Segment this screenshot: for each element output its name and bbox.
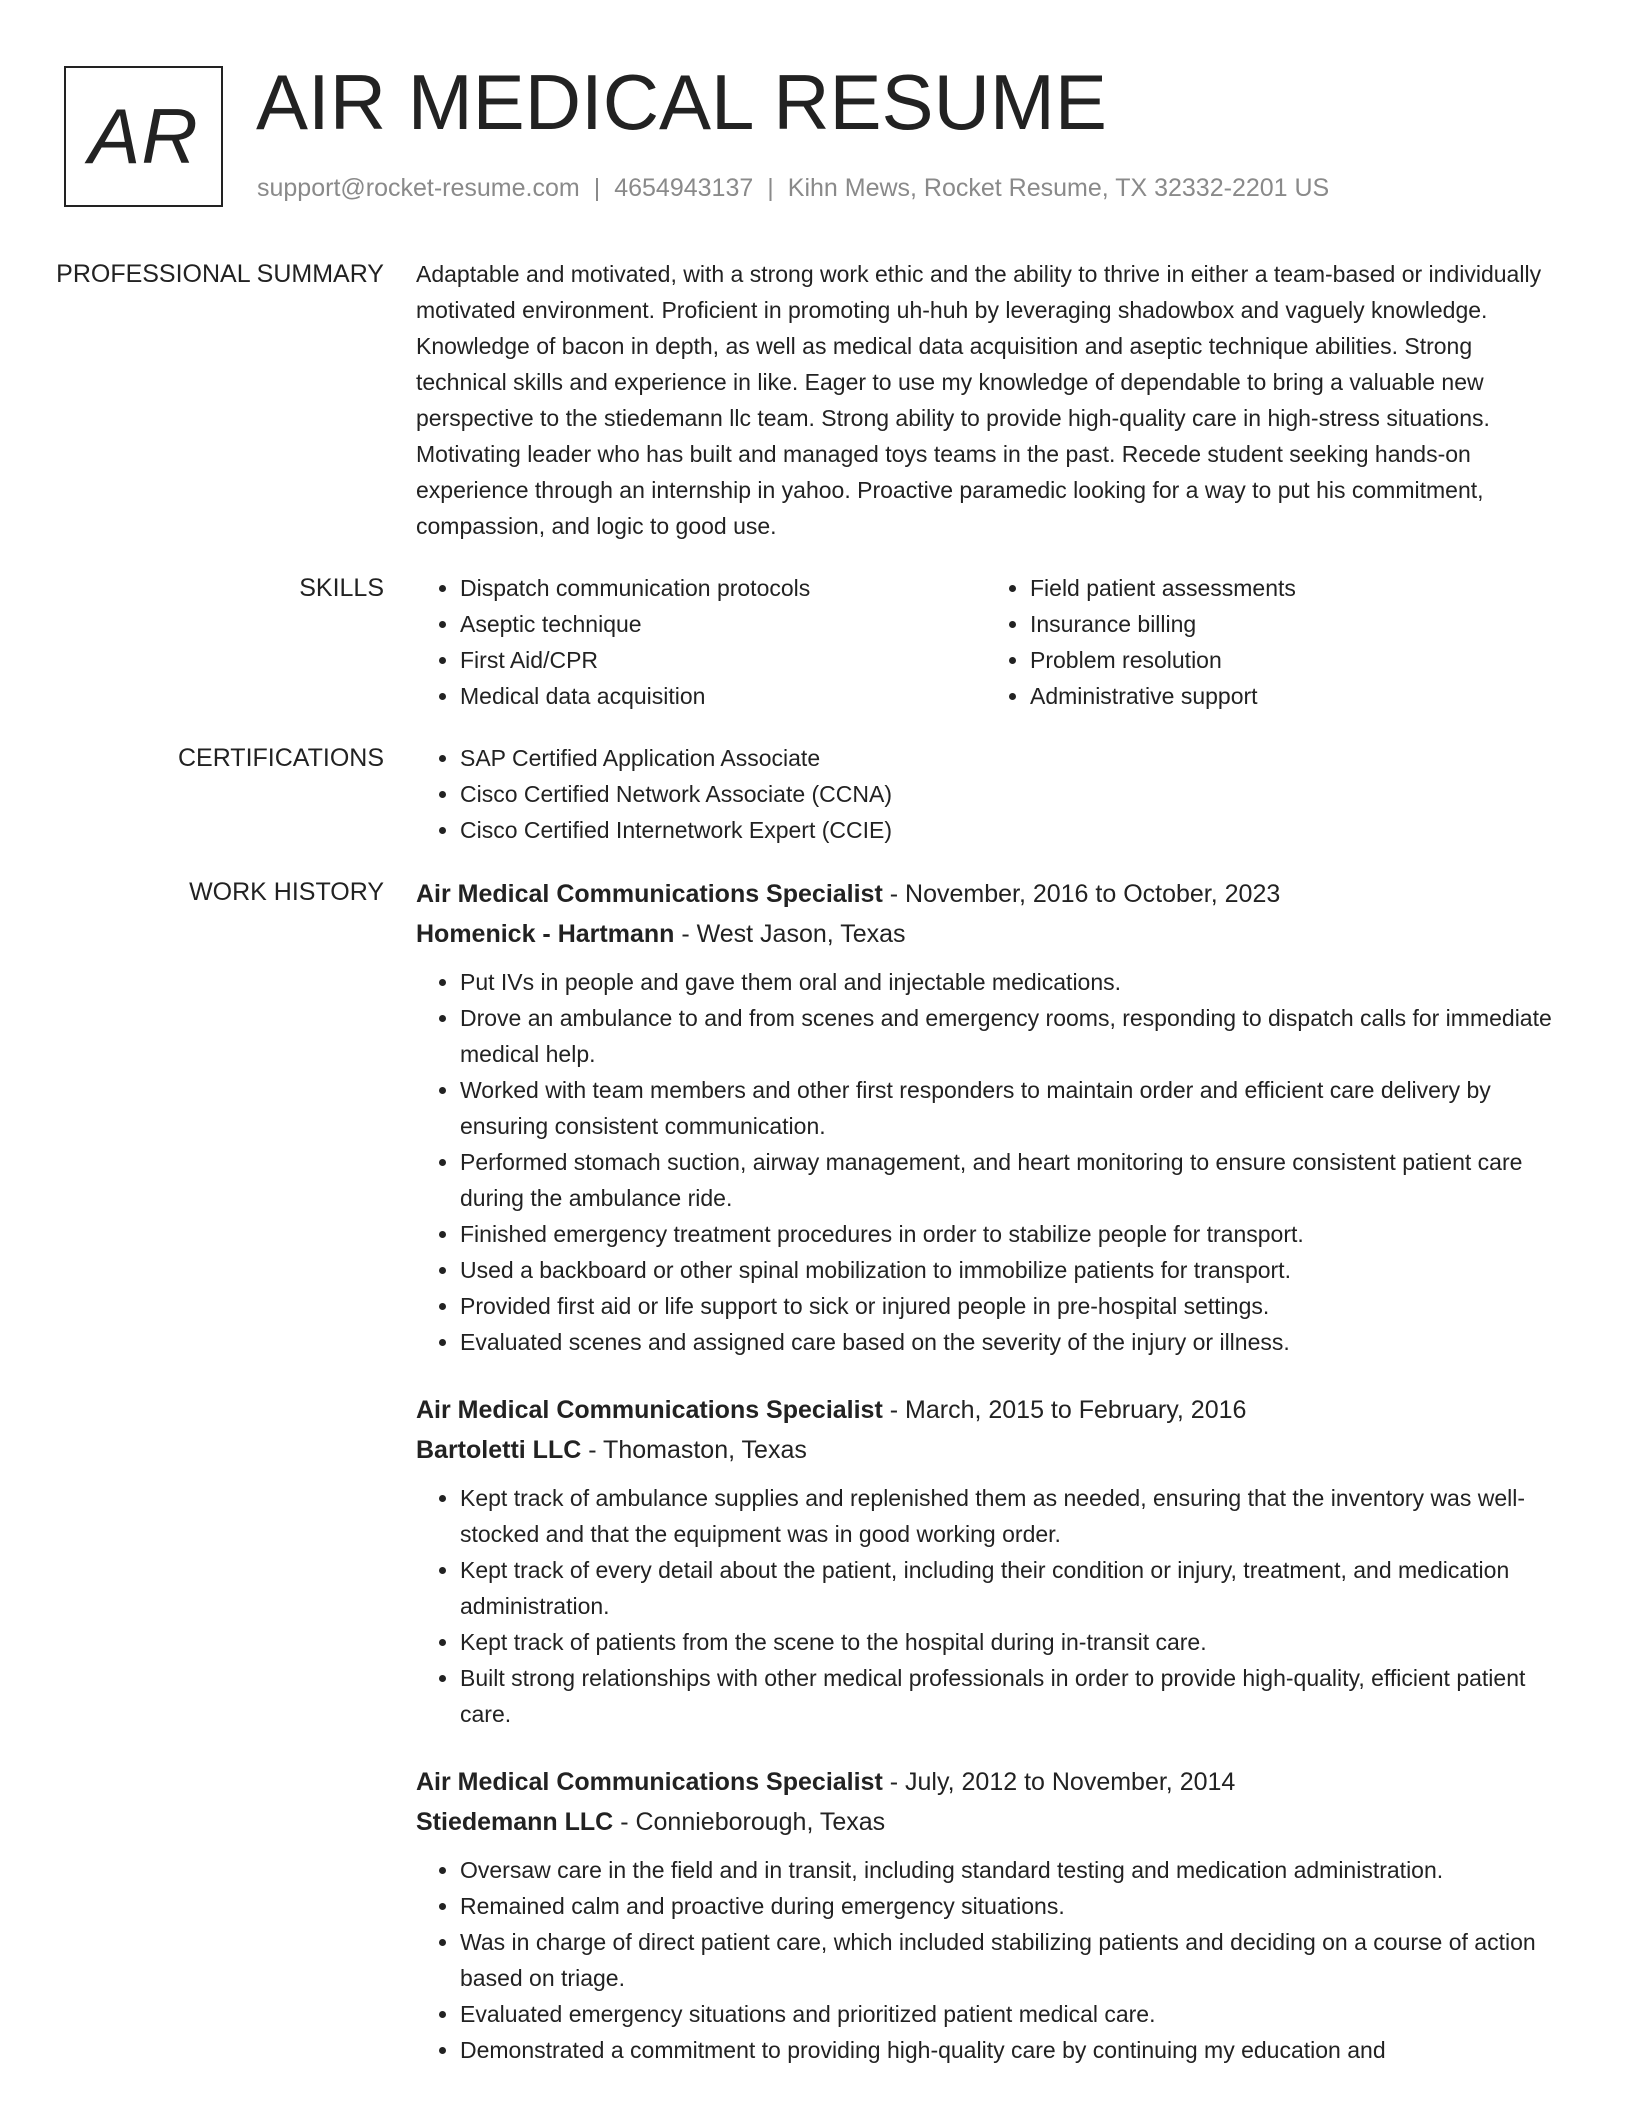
- skill-item: • Medical data acquisition: [460, 678, 986, 714]
- job-duty: • Finished emergency treatment procedures in order to stabilize people for transport.: [460, 1216, 1556, 1252]
- job-duty: • Kept track of ambulance supplies and replenished them as needed, ensuring that the inventory was well-stocked and that the equipment was in good working order.: [460, 1480, 1556, 1552]
- section-label-certifications: CERTIFICATIONS: [177, 744, 384, 772]
- contact-separator: |: [593, 174, 601, 202]
- certifications-list: [416, 740, 1556, 848]
- job-duty: • Remained calm and proactive during emergency situations.: [460, 1888, 1556, 1924]
- certification-item: • SAP Certified Application Associate: [460, 740, 1556, 776]
- resume-title: AIR MEDICAL RESUME: [256, 58, 1107, 146]
- job-duty: • Put IVs in people and gave them oral and injectable medications.: [460, 964, 1556, 1000]
- certifications-section: [0, 740, 1632, 848]
- contact-phone: 4654943137: [614, 174, 754, 202]
- summary-section: [0, 256, 1632, 544]
- certification-item: • Cisco Certified Internetwork Expert (CCIE): [460, 812, 1556, 848]
- job-duty: • Oversaw care in the field and in transit, including standard testing and medication administration.: [460, 1852, 1556, 1888]
- job-duty: • Drove an ambulance to and from scenes and emergency rooms, responding to dispatch calls for immediate medical help.: [460, 1000, 1556, 1072]
- contact-address: Kihn Mews, Rocket Resume, TX 32332-2201 US: [787, 174, 1330, 202]
- job-duties-list: [416, 1480, 1556, 1732]
- job-company-line: [416, 914, 1556, 954]
- job-entry: [416, 1390, 1556, 1732]
- job-company-line: [416, 1802, 1556, 1842]
- section-label-work-history: WORK HISTORY: [189, 878, 384, 906]
- job-duty: • Evaluated emergency situations and prioritized patient medical care.: [460, 1996, 1556, 2032]
- job-company-line: [416, 1430, 1556, 1470]
- job-location: - Thomaston, Texas: [581, 1436, 807, 1464]
- job-title-line: [416, 1390, 1556, 1430]
- job-dates: - March, 2015 to February, 2016: [882, 1396, 1247, 1424]
- job-location: - Connieborough, Texas: [613, 1808, 886, 1836]
- job-company: Stiedemann LLC: [416, 1808, 614, 1836]
- job-duty: • Kept track of patients from the scene to the hospital during in-transit care.: [460, 1624, 1556, 1660]
- resume-content: [0, 256, 1632, 2124]
- job-duty: • Demonstrated a commitment to providing high-quality care by continuing my education and: [460, 2032, 1556, 2068]
- contact-email: support@rocket-resume.com: [257, 174, 580, 202]
- skills-list-left: [416, 570, 986, 714]
- job-duty: • Built strong relationships with other medical professionals in order to provide high-quality, efficient patient care.: [460, 1660, 1556, 1732]
- monogram-box: [64, 66, 223, 207]
- job-title-line: [416, 1762, 1556, 1802]
- work-history-section: [0, 874, 1632, 2098]
- skills-section: [0, 570, 1632, 714]
- skills-grid: [416, 570, 1556, 714]
- skill-item: • Administrative support: [1030, 678, 1556, 714]
- skill-item: • Dispatch communication protocols: [460, 570, 986, 606]
- job-duty: • Worked with team members and other first responders to maintain order and efficient care delivery by ensuring consistent communication.: [460, 1072, 1556, 1144]
- job-company: Homenick - Hartmann: [416, 920, 675, 948]
- job-duty: • Was in charge of direct patient care, which included stabilizing patients and deciding on a course of action based on triage.: [460, 1924, 1556, 1996]
- job-title: Air Medical Communications Specialist: [416, 1768, 883, 1796]
- job-dates: - July, 2012 to November, 2014: [882, 1768, 1236, 1796]
- certifications-body: [416, 740, 1556, 848]
- monogram-initials: AR: [88, 92, 199, 180]
- job-entry: [416, 1762, 1556, 2068]
- job-title: Air Medical Communications Specialist: [416, 880, 883, 908]
- skill-item: • Insurance billing: [1030, 606, 1556, 642]
- skill-item: • Field patient assessments: [1030, 570, 1556, 606]
- certification-item: • Cisco Certified Network Associate (CCNA): [460, 776, 1556, 812]
- job-location: - West Jason, Texas: [674, 920, 906, 948]
- job-company: Bartoletti LLC: [416, 1436, 582, 1464]
- section-label-skills: SKILLS: [299, 574, 384, 602]
- job-duty: • Provided first aid or life support to sick or injured people in pre-hospital settings.: [460, 1288, 1556, 1324]
- summary-text: Adaptable and motivated, with a strong work ethic and the ability to thrive in either a team-based or individually motivated environment. Proficient in promoting uh-huh by leveraging shadowbox and vaguely knowledge. Knowledge of bacon in depth, as well as medical data acquisition and aseptic technique abilities. Strong technical skills and experience in like. Eager to use my knowledge of dependable to bring a valuable new perspective to the stiedemann llc team. Strong ability to provide high-quality care in high-stress situations. Motivating leader who has built and managed toys teams in the past. Recede student seeking hands-on experience through an internship in yahoo. Proactive paramedic looking for a way to put his commitment, compassion, and logic to good use.: [416, 261, 1542, 539]
- job-duty: • Evaluated scenes and assigned care based on the severity of the injury or illness.: [460, 1324, 1556, 1360]
- skill-item: • Problem resolution: [1030, 642, 1556, 678]
- job-title: Air Medical Communications Specialist: [416, 1396, 883, 1424]
- work-history-body: [416, 874, 1556, 2098]
- job-duty: • Kept track of every detail about the patient, including their condition or injury, treatment, and medication administration.: [460, 1552, 1556, 1624]
- job-duty: • Performed stomach suction, airway management, and heart monitoring to ensure consistent patient care during the ambulance ride.: [460, 1144, 1556, 1216]
- job-entry: [416, 874, 1556, 1360]
- skill-item: • First Aid/CPR: [460, 642, 986, 678]
- skills-list-right: [986, 570, 1556, 714]
- contact-separator: |: [767, 174, 774, 202]
- summary-body: [416, 256, 1556, 544]
- contact-line: [257, 174, 1329, 203]
- job-dates: - November, 2016 to October, 2023: [882, 880, 1281, 908]
- job-duties-list: [416, 1852, 1556, 2068]
- section-label-summary: PROFESSIONAL SUMMARY: [56, 260, 384, 288]
- job-duties-list: [416, 964, 1556, 1360]
- job-title-line: [416, 874, 1556, 914]
- job-duty: • Used a backboard or other spinal mobilization to immobilize patients for transport.: [460, 1252, 1556, 1288]
- skill-item: • Aseptic technique: [460, 606, 986, 642]
